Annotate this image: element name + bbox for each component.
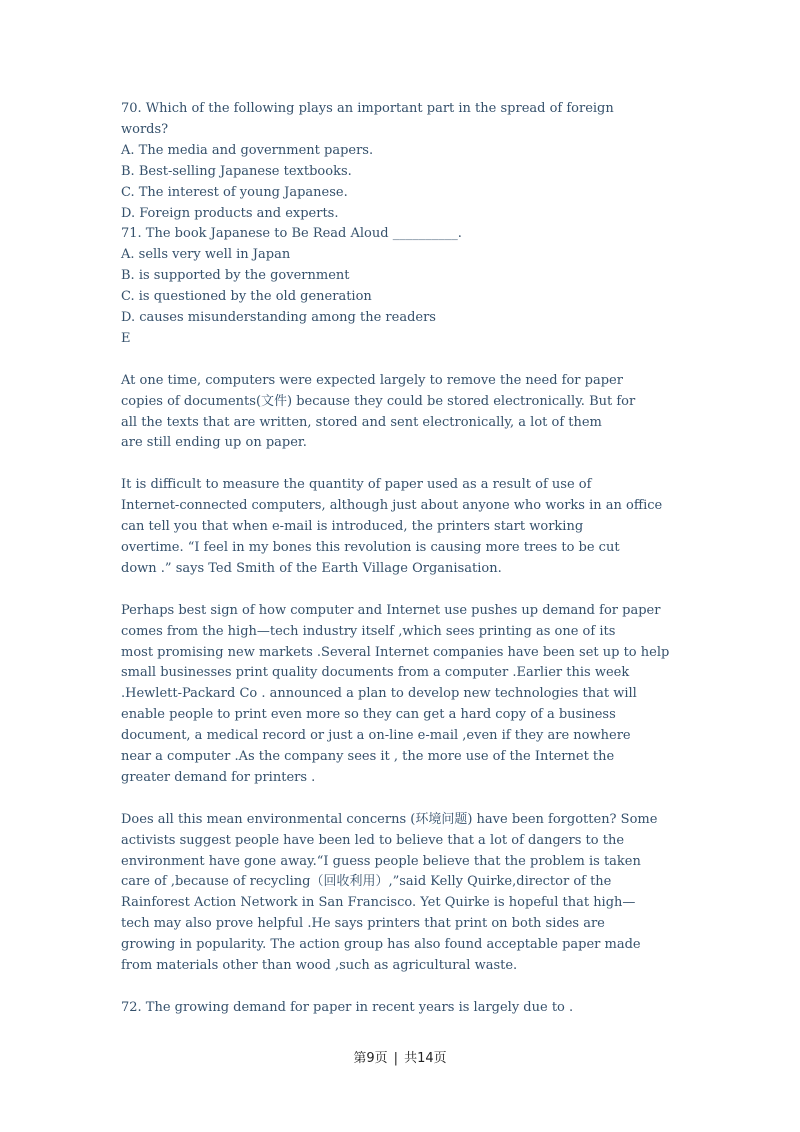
option-70-d: D. Foreign products and experts.: [121, 205, 339, 221]
question-70-line-1: 70. Which of the following plays an important part in the spread of foreign: [121, 101, 614, 116]
document-body: [121, 99, 691, 1019]
footer-separator: |: [393, 1051, 399, 1066]
section-label: E: [121, 330, 131, 346]
passage-paragraph-2: It is difficult to measure the quantity of paper used as a result of use of Internet-connected computers, although just about anyone who works in an office can tell you that when e-mail is introduced, the printers start working overtime. “I feel in my bones this revolution is causing more trees to be cut down .” says Ted Smith of the Earth Village Organisation.: [121, 477, 663, 576]
page-number: 第9页: [353, 1051, 388, 1066]
option-71-d: D. causes misunderstanding among the readers: [121, 310, 436, 326]
passage-paragraph-3: Perhaps best sign of how computer and Internet use pushes up demand for paper comes from the high—tech industry itself ,which sees printing as one of its most promising new markets .Several Internet companies have been set up to help small businesses print quality documents from a computer .Earlier this week .Hewlett-Packard Co . announced a plan to develop new technologies that will enable people to print even more so they can get a hard copy of a business document, a medical record or just a on-line e-mail ,even if they are nowhere near a computer .As the company sees it , the more use of the Internet the greater demand for printers .: [121, 602, 670, 785]
option-70-c: C. The interest of young Japanese.: [121, 184, 348, 200]
option-71-b: B. is supported by the government: [121, 268, 350, 284]
passage-paragraph-1: At one time, computers were expected largely to remove the need for paper copies of documents(文件) because they could be stored electronically. But for all the texts that are written, stored and sent electronically, a lot of them are still ending up on paper.: [121, 372, 636, 451]
passage-paragraph-4: Does all this mean environmental concerns (环境问题) have been forgotten? Some activists suggest people have been led to believe that a lot of dangers to the environment have gone away.“I guess people believe that the problem is taken care of ,because of recycling（回收利用）,”said Kelly Quirke,director of the Rainforest Action Network in San Francisco. Yet Quirke is hopeful that high— tech may also prove helpful .He says printers that print on both sides are growing in popularity. The action group has also found acceptable paper made from materials other than wood ,such as agricultural waste.: [121, 811, 658, 974]
question-71: 71. The book Japanese to Be Read Aloud __________.: [121, 226, 462, 242]
page-total: 共14页: [404, 1051, 447, 1066]
question-70-line-2: words?: [121, 121, 169, 137]
option-71-c: C. is questioned by the old generation: [121, 289, 372, 305]
option-71-a: A. sells very well in Japan: [121, 247, 291, 263]
question-72: 72. The growing demand for paper in recent years is largely due to .: [121, 999, 574, 1015]
option-70-b: B. Best-selling Japanese textbooks.: [121, 163, 352, 179]
option-70-a: A. The media and government papers.: [121, 142, 374, 158]
page-footer: [0, 1047, 800, 1066]
